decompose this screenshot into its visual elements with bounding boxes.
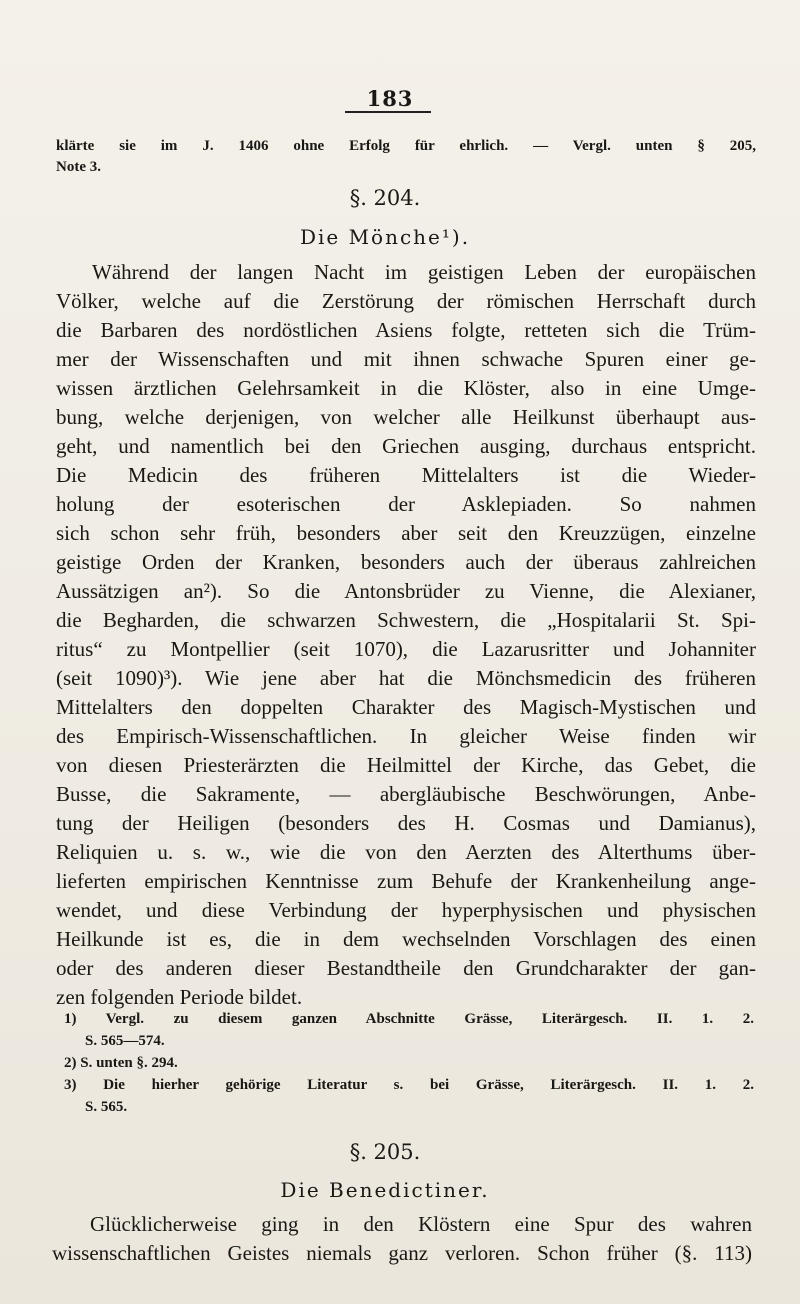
main-paragraph	[56, 258, 756, 1012]
paragraph-line: wissen ärztlichen Gelehrsamkeit in die Klöster, also in eine Umge-	[56, 376, 756, 400]
footnote-line: 3) Die hierher gehörige Literatur s. bei Grässe, Literärgesch. II. 1. 2.	[64, 1077, 754, 1093]
paragraph-line: Reliquien u. s. w., wie die von den Aerzten des Alterthums über-	[56, 840, 756, 864]
paragraph-line: wendet, und diese Verbindung der hyperphysischen und physischen	[56, 898, 756, 922]
paragraph-line: (seit 1090)³). Wie jene aber hat die Mönchsmedicin des früheren	[56, 666, 756, 690]
footnote-line: S. 565—574.	[85, 1033, 165, 1049]
paragraph-line: die Barbaren des nordöstlichen Asiens folgte, retteten sich die Trüm-	[56, 318, 756, 342]
paragraph-line: Busse, die Sakramente, — abergläubische Beschwörungen, Anbe-	[56, 782, 756, 806]
paragraph-line: geht, und namentlich bei den Griechen ausging, durchaus entspricht.	[56, 434, 756, 458]
carryover-line: klärte sie im J. 1406 ohne Erfolg für ehrlich. — Vergl. unten § 205,	[56, 138, 756, 154]
section-205-text	[52, 1210, 752, 1268]
paragraph-line: Glücklicherweise ging in den Klöstern eine Spur des wahren	[90, 1212, 752, 1236]
section-205-number: §. 205.	[349, 1140, 421, 1164]
paragraph-line: Mittelalters den doppelten Charakter des Magisch-Mystischen und	[56, 695, 756, 719]
paragraph-line: wissenschaftlichen Geistes niemals ganz verloren. Schon früher (§. 113)	[52, 1241, 752, 1265]
footnote-line: S. 565.	[85, 1099, 128, 1115]
paragraph-line: Heilkunde ist es, die in dem wechselnden Vorschlagen des einen	[56, 927, 756, 951]
paragraph-line: ritus“ zu Montpellier (seit 1070), die Lazarusritter und Johanniter	[56, 637, 756, 661]
section-204-title: Die Mönche¹).	[299, 225, 471, 249]
paragraph-line: bung, welche derjenigen, von welcher alle Heilkunst überhaupt aus-	[56, 405, 756, 429]
paragraph-line: die Begharden, die schwarzen Schwestern, die „Hospitalarii St. Spi-	[56, 608, 756, 632]
section-205-title: Die Benedictiner.	[280, 1178, 490, 1202]
paragraph-line: geistige Orden der Kranken, besonders auch der überaus zahlreichen	[56, 550, 756, 574]
paragraph-line: Völker, welche auf die Zerstörung der römischen Herrschaft durch	[56, 289, 756, 313]
paragraph-line: zen folgenden Periode bildet.	[56, 985, 303, 1009]
footnote-line: 2) S. unten §. 294.	[64, 1055, 178, 1071]
page-number: 183	[366, 86, 414, 111]
carryover-line: Note 3.	[56, 159, 101, 175]
paragraph-line: holung der esoterischen der Asklepiaden. So nahmen	[56, 492, 756, 516]
header-rule	[345, 111, 431, 113]
carryover-footnote	[56, 136, 756, 178]
paragraph-line: des Empirisch-Wissenschaftlichen. In gleicher Weise finden wir	[56, 724, 756, 748]
footnote-line: 1) Vergl. zu diesem ganzen Abschnitte Grässe, Literärgesch. II. 1. 2.	[64, 1011, 754, 1027]
footnotes	[64, 1008, 754, 1118]
paragraph-line: tung der Heiligen (besonders des H. Cosmas und Damianus),	[56, 811, 756, 835]
paragraph-line: Während der langen Nacht im geistigen Leben der europäischen	[92, 260, 756, 284]
section-204-number: §. 204.	[349, 186, 421, 210]
paragraph-line: Die Medicin des früheren Mittelalters ist die Wieder-	[56, 463, 756, 487]
paragraph-line: oder des anderen dieser Bestandtheile den Grundcharakter der gan-	[56, 956, 756, 980]
paragraph-line: sich schon sehr früh, besonders aber seit den Kreuzzügen, einzelne	[56, 521, 756, 545]
paragraph-line: von diesen Priesterärzten die Heilmittel der Kirche, das Gebet, die	[56, 753, 756, 777]
paragraph-line: mer der Wissenschaften und mit ihnen schwache Spuren einer ge-	[56, 347, 756, 371]
paragraph-line: lieferten empirischen Kenntnisse zum Behufe der Krankenheilung ange-	[56, 869, 756, 893]
paragraph-line: Aussätzigen an²). So die Antonsbrüder zu Vienne, die Alexianer,	[56, 579, 756, 603]
